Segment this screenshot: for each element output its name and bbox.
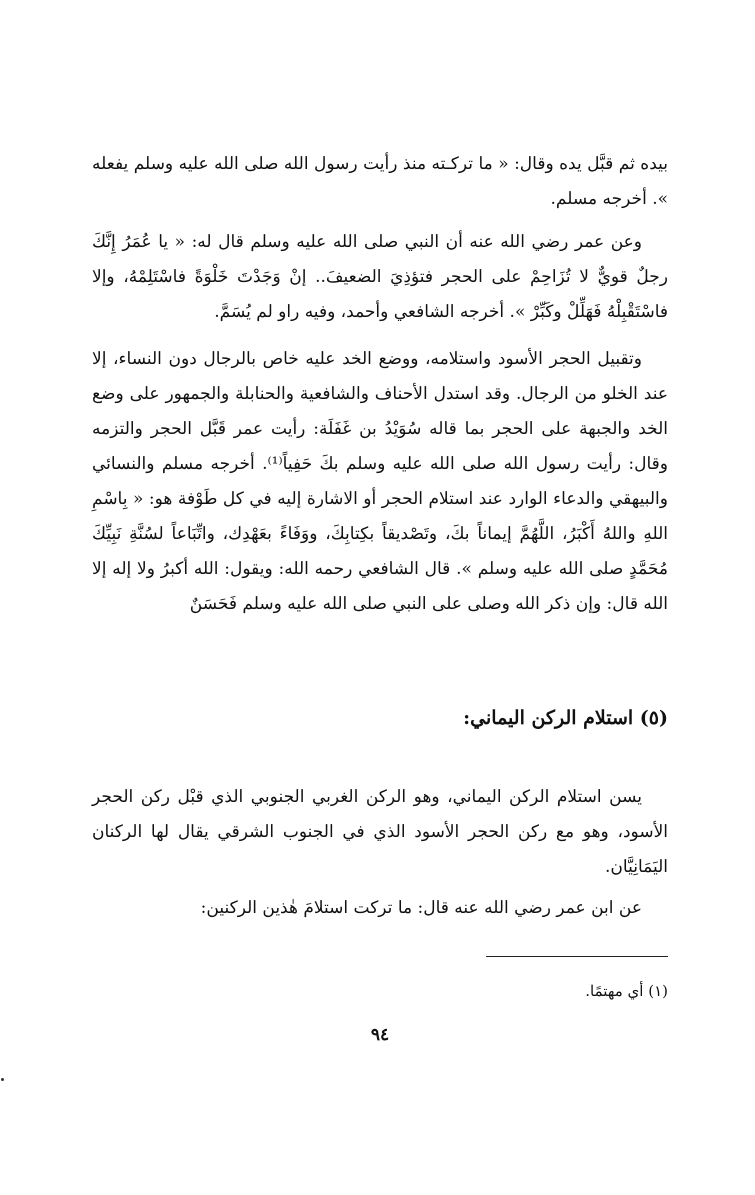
paragraph-3: وتقبيل الحجر الأسود واستلامه، ووضع الخد عليه خاص بالرجال دون النساء، إلا عند الخلو من الرجال. وقد استدل الأحناف والشافعية والحنابلة والجمهور على وضع الخد والجبهة على الحجر بما قاله سُوَيْدُ بن غَفَلَة: رأيت عمر قَبَّل الحجر والتزمه وقال: رأيت رسول الله صلى الله عليه وسلم بكَ حَفِياً⁽¹⁾. أخرجه مسلم والنسائي والبيهقي والدعاء الوارد عند استلام الحجر أو الاشارة إليه في كل طَوْفة هو: « بِاسْمِ اللهِ واللهُ أَكْبَرُ، اللَّهُمَّ إيماناً بكَ، وتَصْديقاً بكِتابِكَ، ووَفَاءً بعَهْدِك، واتِّبَاعاً لسُنَّةِ نَبِيِّكَ مُحَمَّدٍ صلى الله عليه وسلم ». قال الشافعي رحمه الله: ويقول: الله أكبرُ ولا إله إلا الله قال: وإن ذكر الله وصلى على النبي صلى الله عليه وسلم فَحَسَنٌ (92, 349, 668, 614)
paragraph-1: بيده ثم قبَّل يده وقال: « ما تركـته منذ رأيت رسول الله صلى الله عليه وسلم يفعله ». أخرجه مسلم. (92, 154, 668, 209)
page-number: ٩٤ (370, 1025, 390, 1045)
paragraph-2: وعن عمر رضي الله عنه أن النبي صلى الله عليه وسلم قال له: « يا عُمَرُ إِنَّكَ رجلٌ قويٌّ لا تُزَاحِمْ على الحجر فتؤذِيَ الضعيفَ.. إنْ وَجَدْتَ خَلْوَةً فاسْتَلِمْهُ، وإلا فاسْتَقْبِلْهُ فَهَلِّلْ وكَبِّرْ ». أخرجه الشافعي وأحمد، وفيه راو لم يُسَمَّ. (92, 232, 668, 322)
footnote-divider (486, 956, 668, 957)
section-text (92, 780, 668, 926)
main-text (92, 147, 668, 622)
scan-mark (1, 1078, 4, 1081)
section-paragraph-1: يسن استلام الركن اليماني، وهو الركن الغربي الجنوبي الذي قبْل ركن الحجر الأسود، وهو مع ركن الحجر الأسود الذي في الجنوب الشرقي يقال لها الركنان اليَمَانِيَّان. (92, 787, 668, 877)
footnote: (١) أي مهتمًا. (585, 982, 668, 1000)
section-paragraph-2: عن ابن عمر رضي الله عنه قال: ما تركت استلامَ هٰذين الركنين: (200, 898, 642, 918)
section-heading: (٥) استلام الركن اليماني: (463, 707, 668, 729)
